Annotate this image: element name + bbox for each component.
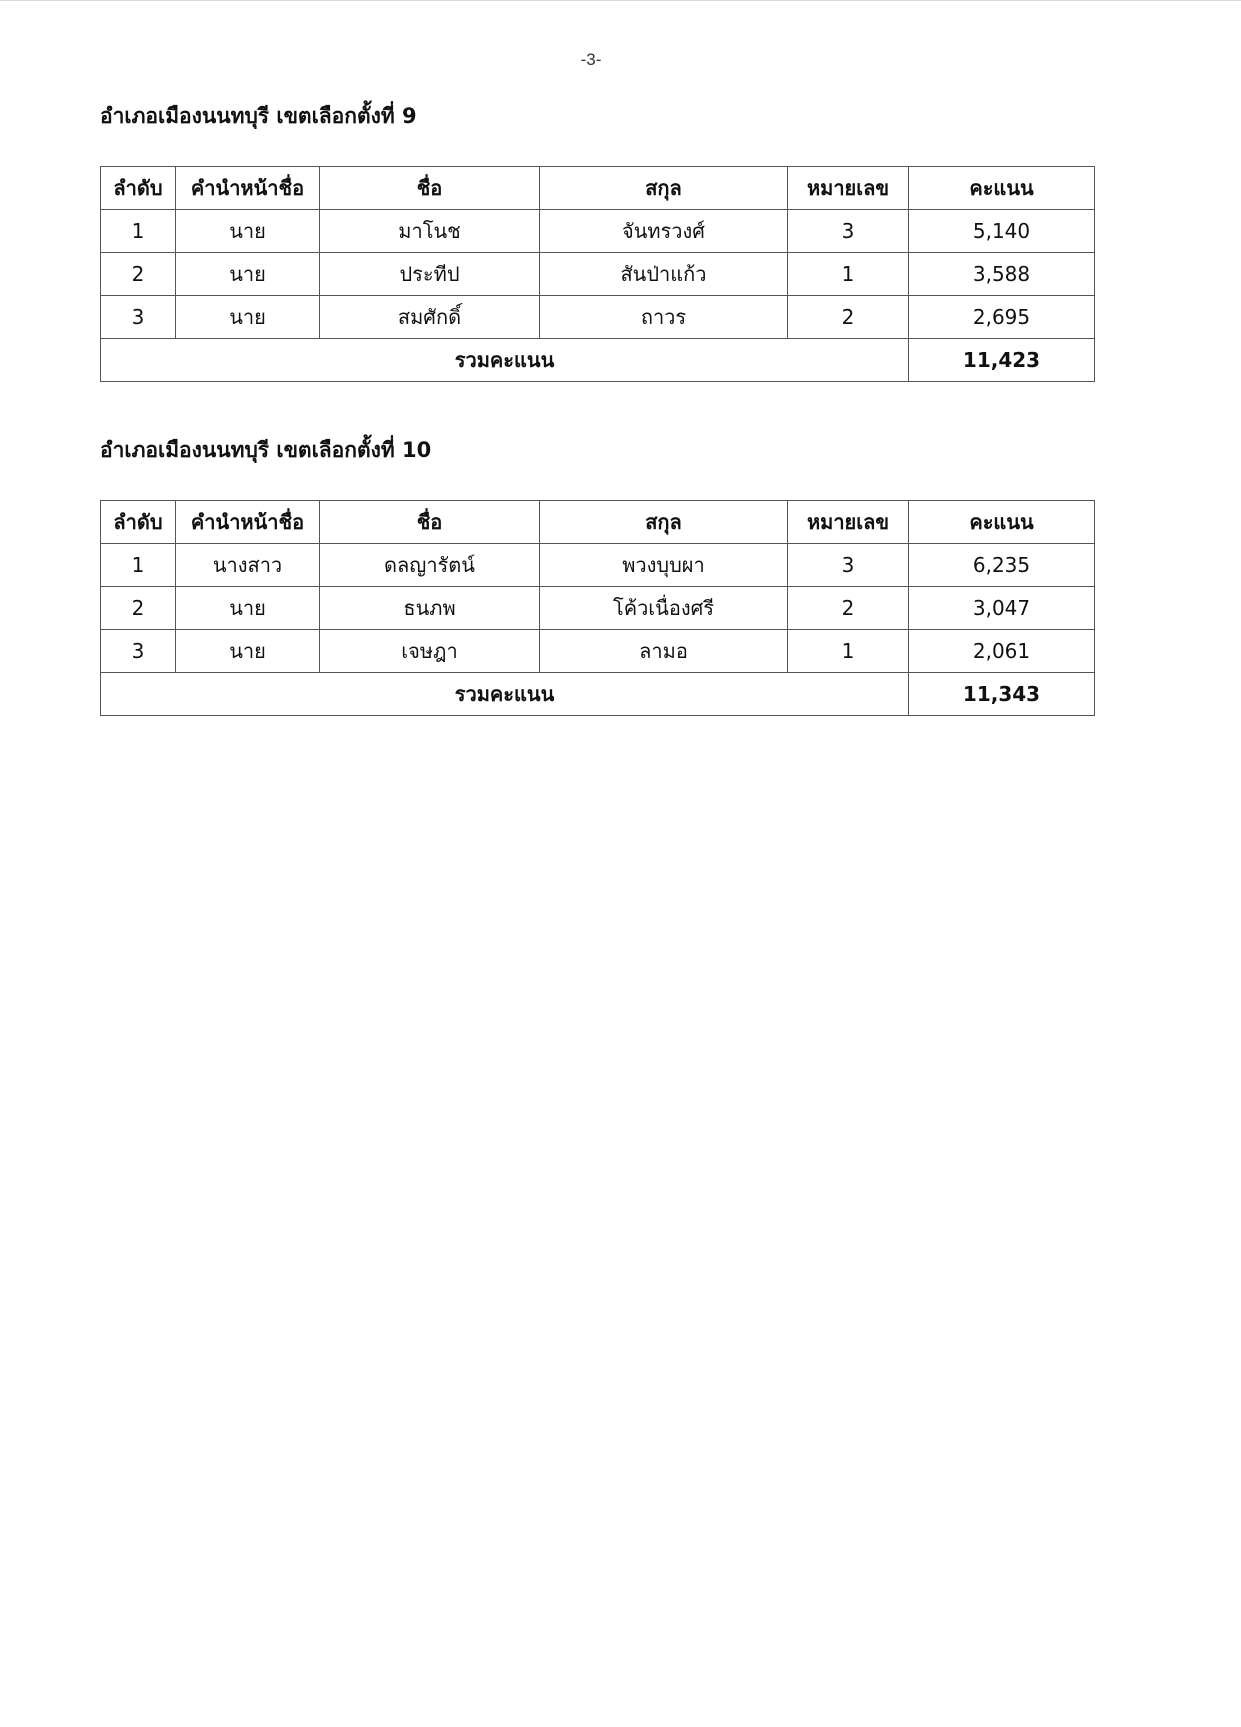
cell-first-name: ดลญารัตน์ <box>320 544 540 587</box>
cell-order: 1 <box>101 544 176 587</box>
total-value: 11,343 <box>909 673 1095 716</box>
cell-first-name: ประทีป <box>320 253 540 296</box>
column-header-first-name: ชื่อ <box>320 501 540 544</box>
cell-number: 2 <box>788 587 909 630</box>
cell-title: นางสาว <box>176 544 320 587</box>
page-top-edge <box>0 0 1241 1</box>
cell-votes: 2,061 <box>909 630 1095 673</box>
cell-order: 3 <box>101 296 176 339</box>
column-header-last-name: สกุล <box>540 501 788 544</box>
results-table-district-10 <box>100 500 1095 716</box>
column-header-title: คำนำหน้าชื่อ <box>176 167 320 210</box>
cell-first-name: มาโนช <box>320 210 540 253</box>
total-row <box>101 673 1095 716</box>
column-header-votes: คะแนน <box>909 501 1095 544</box>
column-header-order: ลำดับ <box>101 167 176 210</box>
table-header-row <box>101 501 1095 544</box>
table-row <box>101 544 1095 587</box>
cell-votes: 6,235 <box>909 544 1095 587</box>
cell-last-name: ลามอ <box>540 630 788 673</box>
cell-title: นาย <box>176 210 320 253</box>
table-row <box>101 630 1095 673</box>
cell-votes: 3,588 <box>909 253 1095 296</box>
cell-first-name: เจษฎา <box>320 630 540 673</box>
total-value: 11,423 <box>909 339 1095 382</box>
column-header-number: หมายเลข <box>788 501 909 544</box>
cell-order: 3 <box>101 630 176 673</box>
cell-votes: 3,047 <box>909 587 1095 630</box>
table-row <box>101 253 1095 296</box>
cell-last-name: จันทรวงศ์ <box>540 210 788 253</box>
results-table-district-9 <box>100 166 1095 382</box>
cell-last-name: โค้วเนื่องศรี <box>540 587 788 630</box>
total-label: รวมคะแนน <box>101 339 909 382</box>
cell-votes: 5,140 <box>909 210 1095 253</box>
total-label: รวมคะแนน <box>101 673 909 716</box>
cell-title: นาย <box>176 296 320 339</box>
cell-number: 3 <box>788 210 909 253</box>
table-header-row <box>101 167 1095 210</box>
cell-number: 2 <box>788 296 909 339</box>
cell-number: 1 <box>788 630 909 673</box>
cell-first-name: สมศักดิ์ <box>320 296 540 339</box>
cell-first-name: ธนภพ <box>320 587 540 630</box>
cell-last-name: ถาวร <box>540 296 788 339</box>
column-header-number: หมายเลข <box>788 167 909 210</box>
cell-number: 1 <box>788 253 909 296</box>
cell-title: นาย <box>176 587 320 630</box>
cell-number: 3 <box>788 544 909 587</box>
cell-title: นาย <box>176 253 320 296</box>
table-row <box>101 296 1095 339</box>
column-header-order: ลำดับ <box>101 501 176 544</box>
section-heading-district-10: อำเภอเมืองนนทบุรี เขตเลือกตั้งที่ 10 <box>100 438 432 462</box>
column-header-title: คำนำหน้าชื่อ <box>176 501 320 544</box>
cell-order: 1 <box>101 210 176 253</box>
cell-last-name: สันป่าแก้ว <box>540 253 788 296</box>
cell-order: 2 <box>101 587 176 630</box>
section-heading-district-9: อำเภอเมืองนนทบุรี เขตเลือกตั้งที่ 9 <box>100 104 417 128</box>
cell-title: นาย <box>176 630 320 673</box>
column-header-first-name: ชื่อ <box>320 167 540 210</box>
cell-order: 2 <box>101 253 176 296</box>
cell-last-name: พวงบุบผา <box>540 544 788 587</box>
table-row <box>101 210 1095 253</box>
page-number: -3- <box>580 50 602 69</box>
total-row <box>101 339 1095 382</box>
table-row <box>101 587 1095 630</box>
column-header-last-name: สกุล <box>540 167 788 210</box>
column-header-votes: คะแนน <box>909 167 1095 210</box>
cell-votes: 2,695 <box>909 296 1095 339</box>
